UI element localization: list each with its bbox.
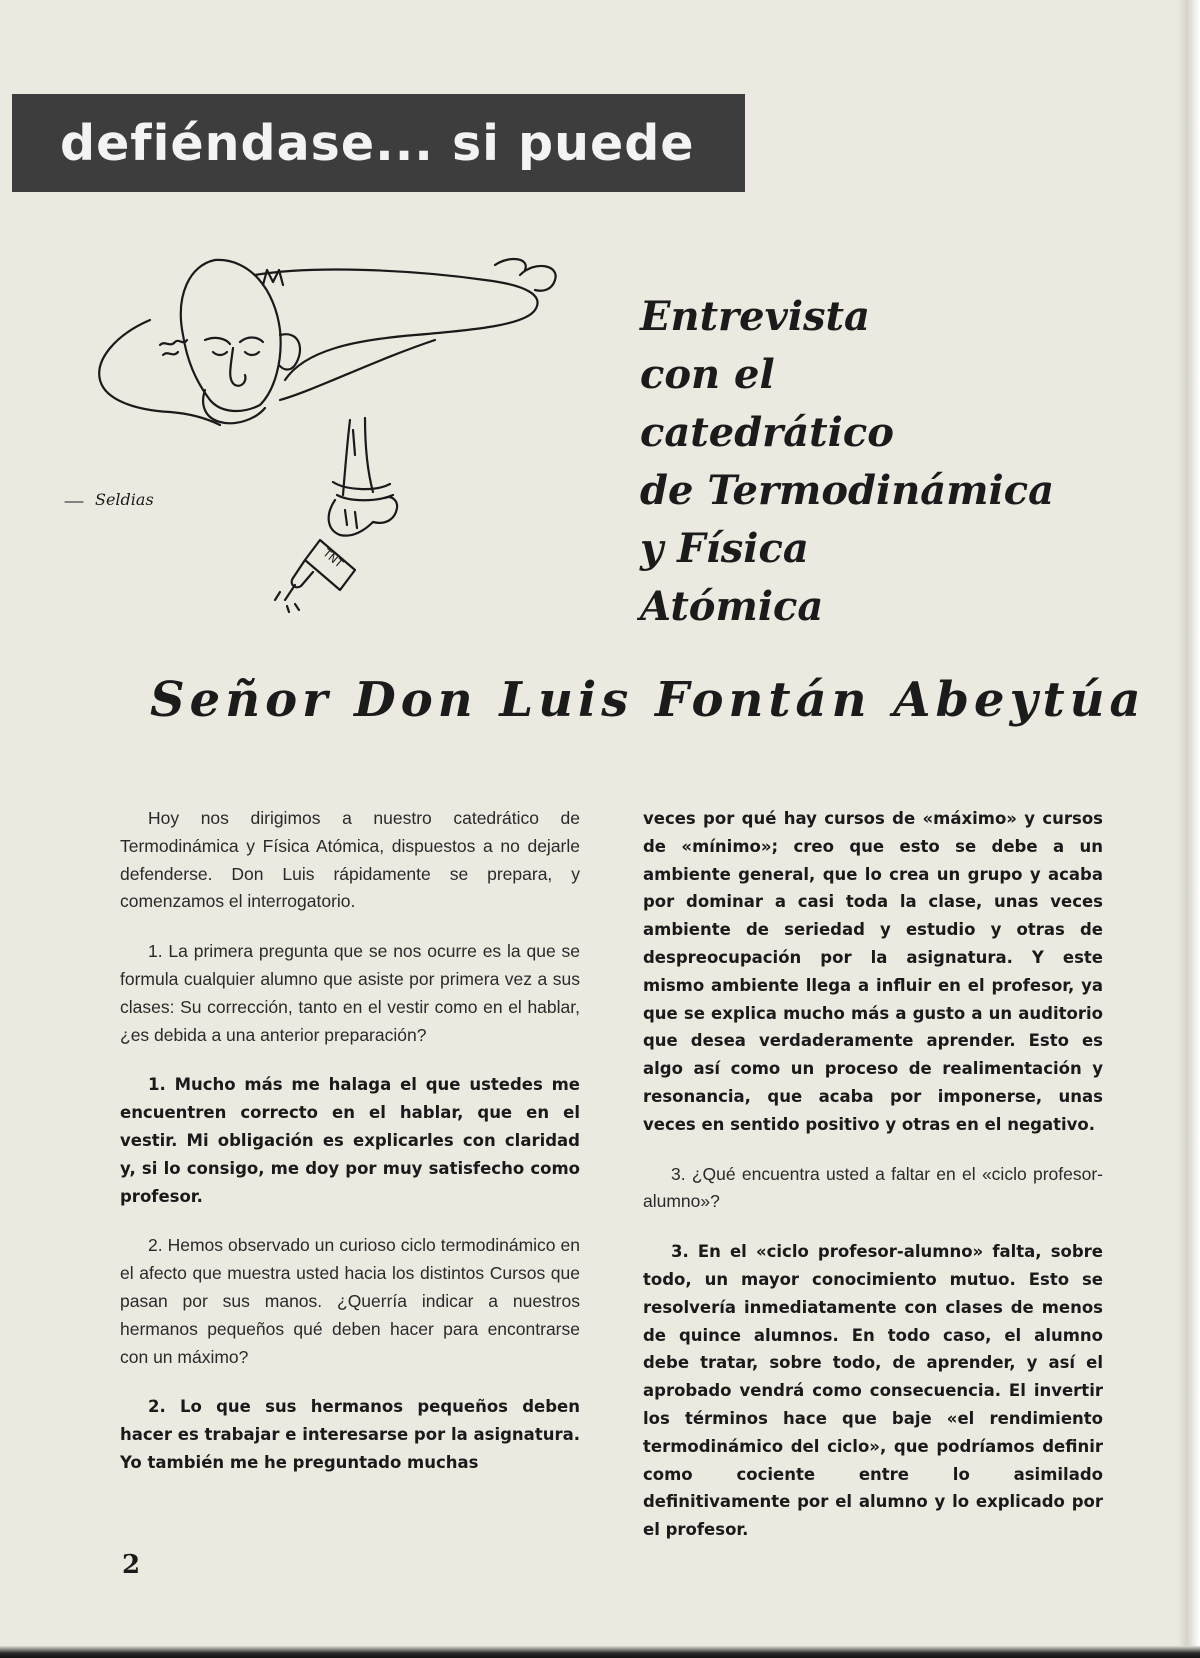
page-binding-edge	[1178, 0, 1200, 1658]
subtitle-line: con el	[640, 351, 775, 398]
question-paragraph: 3. ¿Qué encuentra usted a faltar en el «ciclo profesor-alumno»?	[643, 1163, 1103, 1212]
section-header-title: defiéndase... si puede	[60, 114, 695, 172]
subtitle-line: Entrevista	[640, 293, 870, 340]
answer-paragraph: 3. En el «ciclo profesor-alumno» falta, sobre todo, un mayor conocimiento mutuo. Esto se resolvería inmediatamente con clases de menos de quince alumnos. En todo caso, el alumno debe tratar, sobre todo, de aprender, y así el aprobado vendrá como consecuencia. El invertir los términos hace que baje «el rendimiento termodinámico del ciclo», que podríamos definir como cociente entre lo asimilado definitivamente por el alumno y lo explicado por el profesor.	[643, 1242, 1103, 1540]
answer-paragraph: 1. Mucho más me halaga el que ustedes me encuentren correcto en el hablar, que en el vestir. Mi obligación es explicarles con claridad y, si lo consigo, me doy por muy satisfecho como profesor.	[120, 1075, 580, 1206]
interviewee-name-heading: Señor Don Luis Fontán Abeytúa	[150, 672, 1146, 728]
body-column-right	[643, 805, 1103, 1566]
bottle-label: TNT	[320, 546, 346, 571]
page-bottom-edge	[0, 1646, 1200, 1658]
intro-paragraph: Hoy nos dirigimos a nuestro catedrático de Termodinámica y Física Atómica, dispuestos a no dejarle defenderse. Don Luis rápidamente se prepara, y comenzamos el interrogatorio.	[120, 808, 580, 912]
caricature-illustration	[55, 240, 615, 640]
subtitle-line: Atómica	[640, 583, 824, 630]
artist-signature: Seldias	[95, 490, 154, 509]
subtitle-line: y Física	[640, 525, 809, 572]
answer-paragraph-continued: veces por qué hay cursos de «máximo» y cursos de «mínimo»; creo que esto se debe a un ambiente general, que lo crea un grupo y acaba por dominar a casi toda la clase, unas veces ambiente de seriedad y estudio y otras de despreocupación por la asignatura. Y este mismo ambiente llega a influir en el profesor, ya que se explica mucho más a gusto a un auditorio que desea verdaderamente aprender. Esto es algo así como un proceso de realimentación y resonancia, que acaba por imponerse, unas veces en sentido positivo y otras en el negativo.	[643, 809, 1103, 1134]
subtitle-line: de Termodinámica	[640, 467, 1055, 514]
body-column-left	[120, 805, 580, 1499]
question-paragraph: 1. La primera pregunta que se nos ocurre es la que se formula cualquier alumno que asiste por primera vez a sus clases: Su corrección, tanto en el vestir como en el hablar, ¿es debida a una anterior preparación?	[120, 941, 580, 1045]
interview-subtitle	[640, 288, 1110, 636]
subtitle-line: catedrático	[640, 409, 894, 456]
page-number: 2	[122, 1550, 141, 1580]
section-header-bar	[12, 94, 745, 192]
question-paragraph: 2. Hemos observado un curioso ciclo termodinámico en el afecto que muestra usted hacia los distintos Cursos que pasan por sus manos. ¿Querría indicar a nuestros hermanos pequeños qué deben hacer para encontrarse con un máximo?	[120, 1235, 580, 1367]
answer-paragraph: 2. Lo que sus hermanos pequeños deben hacer es trabajar e interesarse por la asignatura. Yo también me he preguntado muchas	[120, 1397, 580, 1472]
